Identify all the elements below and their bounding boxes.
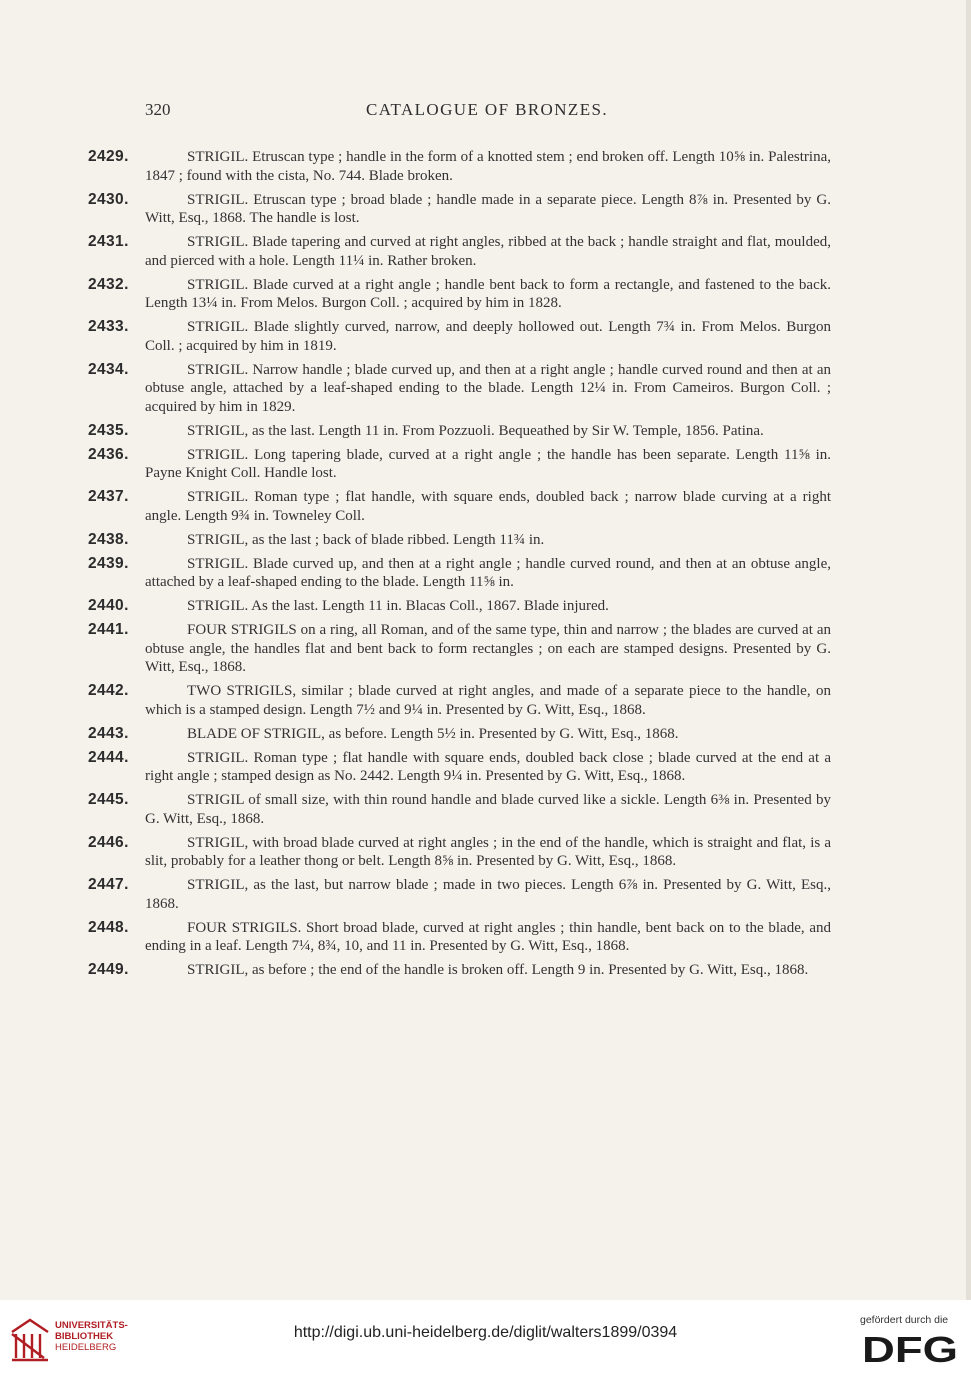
entry-number: 2443.	[88, 724, 129, 742]
entry-number: 2434.	[88, 360, 129, 378]
entry-number: 2444.	[88, 748, 129, 766]
catalogue-entry	[0, 422, 831, 441]
entry-number: 2435.	[88, 421, 129, 439]
catalogue-entry	[0, 446, 831, 483]
entry-description: STRIGIL. Blade tapering and curved at right angles, ribbed at the back ; handle straight and flat, moulded, and pierced with a hole. Length 11¼ in. Rather broken.	[145, 234, 831, 269]
entry-number: 2442.	[88, 682, 129, 699]
entry-description: TWO STRIGILS, similar ; blade curved at right angles, and made of a separate piece to the handle, on which is a stamped design. Length 7½ and 9¼ in. Presented by G. Witt, Esq., 1868.	[145, 683, 831, 718]
catalogue-entry	[0, 876, 831, 913]
entry-number: 2449.	[88, 961, 129, 978]
catalogue-entry	[0, 361, 831, 417]
entry-description: STRIGIL. As the last. Length 11 in. Blacas Coll., 1867. Blade injured.	[187, 598, 609, 614]
entry-number: 2432.	[88, 275, 129, 293]
entry-number: 2446.	[88, 833, 129, 851]
catalogue-entry	[0, 919, 831, 956]
catalogue-entry	[0, 191, 831, 228]
library-name-line: BIBLIOTHEK	[55, 1331, 114, 1342]
entry-number: 2429.	[88, 148, 129, 165]
entry-description: STRIGIL. Etruscan type ; broad blade ; handle made in a separate piece. Length 8⅞ in. Presented by G. Witt, Esq., 1868. The handle is lost.	[145, 191, 831, 226]
running-head	[145, 100, 829, 124]
library-name-line: UNIVERSITÄTS-	[55, 1320, 128, 1331]
catalogue-entry	[0, 621, 831, 677]
entry-number: 2439.	[88, 554, 129, 572]
catalogue-entry	[0, 749, 831, 786]
catalogue-entry	[0, 148, 831, 185]
entry-description: BLADE OF STRIGIL, as before. Length 5½ in. Presented by G. Witt, Esq., 1868.	[187, 725, 679, 742]
catalogue-entry	[0, 682, 831, 719]
entry-description: FOUR STRIGILS on a ring, all Roman, and of the same type, thin and narrow ; the blades are curved at an obtuse angle, the handles flat and bent back to form rectangles ; on each are stamped designs. Presented by G. Witt, Esq., 1868.	[145, 622, 831, 675]
page-number: 320	[145, 100, 171, 119]
entry-description: FOUR STRIGILS. Short broad blade, curved at right angles ; thin handle, bent back on to the blade, and ending in a leaf. Length 7¼, 8¾, 10, and 11 in. Presented by G. Witt, Esq., 1868.	[145, 919, 831, 954]
entry-number: 2440.	[88, 597, 129, 614]
catalogue-entry	[0, 834, 831, 871]
catalogue-entry	[0, 318, 831, 355]
entry-description: STRIGIL. Blade curved up, and then at a right angle ; handle curved round, and then at an obtuse angle, attached by a leaf-shaped ending to the blade. Length 11⅝ in.	[145, 555, 831, 590]
entry-description: STRIGIL. Roman type ; flat handle with square ends, doubled back close ; blade curved at the end at a right angle ; stamped design as No. 2442. Length 9¼ in. Presented by G. Witt, Esq., 1868.	[145, 749, 831, 784]
page-title: CATALOGUE OF BRONZES.	[366, 100, 608, 119]
dfg-logo-text: DFG	[862, 1332, 958, 1366]
entry-number: 2431.	[88, 233, 129, 250]
entry-description: STRIGIL, as the last, but narrow blade ; made in two pieces. Length 6⅞ in. Presented by G. Witt, Esq., 1868.	[145, 877, 831, 912]
catalogue-entry	[0, 531, 831, 550]
catalogue-entry	[0, 233, 831, 270]
entry-description: STRIGIL, with broad blade curved at right angles ; in the end of the handle, which is straight and flat, is a slit, probably for a leather thong or belt. Length 8⅝ in. Presented by G. Witt, Esq., 1868.	[145, 834, 831, 869]
entry-description: STRIGIL. Etruscan type ; handle in the form of a knotted stem ; end broken off. Length 10⅝ in. Palestrina, 1847 ; found with the cista, No. 744. Blade broken.	[145, 149, 831, 184]
funder-label: gefördert durch die	[860, 1314, 949, 1326]
catalogue-entry	[0, 555, 831, 592]
entry-number: 2438.	[88, 530, 129, 548]
entry-number: 2445.	[88, 791, 129, 808]
catalogue-entry	[0, 961, 831, 980]
entry-description: STRIGIL, as before ; the end of the handle is broken off. Length 9 in. Presented by G. Witt, Esq., 1868.	[187, 962, 809, 978]
catalogue-entry	[0, 725, 831, 744]
entry-number: 2433.	[88, 318, 129, 335]
entry-number: 2441.	[88, 621, 129, 638]
catalogue-entry	[0, 791, 831, 828]
catalogue-entry	[0, 488, 831, 525]
entry-description: STRIGIL of small size, with thin round handle and blade curved like a sickle. Length 6⅜ in. Presented by G. Witt, Esq., 1868.	[145, 792, 831, 827]
entry-description: STRIGIL, as the last. Length 11 in. From Pozzuoli. Bequeathed by Sir W. Temple, 1856. Patina.	[187, 422, 764, 439]
entry-number: 2436.	[88, 445, 129, 463]
viewer-footer	[0, 1300, 971, 1377]
entry-number: 2448.	[88, 918, 129, 936]
entry-description: STRIGIL. Roman type ; flat handle, with square ends, doubled back ; narrow blade curving at a right angle. Length 9¾ in. Towneley Coll.	[145, 489, 831, 524]
entry-description: STRIGIL. Narrow handle ; blade curved up, and then at a right angle ; handle curved round and then at an obtuse angle, attached by a leaf-shaped ending to the blade. Length 12¼ in. From Cameiros. Burgon Coll. ; acquired by him in 1829.	[145, 361, 831, 415]
catalogue-entry	[0, 597, 831, 616]
entry-description: STRIGIL. Blade curved at a right angle ; handle bent back to form a rectangle, and fastened to the back. Length 13¼ in. From Melos. Burgon Coll. ; acquired by him in 1828.	[145, 276, 831, 311]
catalogue-entry	[0, 276, 831, 313]
entry-number: 2447.	[88, 876, 129, 893]
catalogue-entries	[0, 148, 971, 985]
entry-description: STRIGIL, as the last ; back of blade ribbed. Length 11¾ in.	[187, 531, 545, 548]
entry-description: STRIGIL. Long tapering blade, curved at a right angle ; the handle has been separate. Length 11⅝ in. Payne Knight Coll. Handle lost.	[145, 446, 831, 481]
permalink-url[interactable]: http://digi.ub.uni-heidelberg.de/diglit/walters1899/0394	[293, 1324, 678, 1341]
entry-description: STRIGIL. Blade slightly curved, narrow, and deeply hollowed out. Length 7¾ in. From Melos. Burgon Coll. ; acquired by him in 1819.	[145, 319, 831, 354]
dfg-logo-icon	[862, 1332, 960, 1366]
library-name-line: HEIDELBERG	[55, 1342, 117, 1353]
entry-number: 2430.	[88, 190, 129, 208]
entry-number: 2437.	[88, 488, 129, 505]
